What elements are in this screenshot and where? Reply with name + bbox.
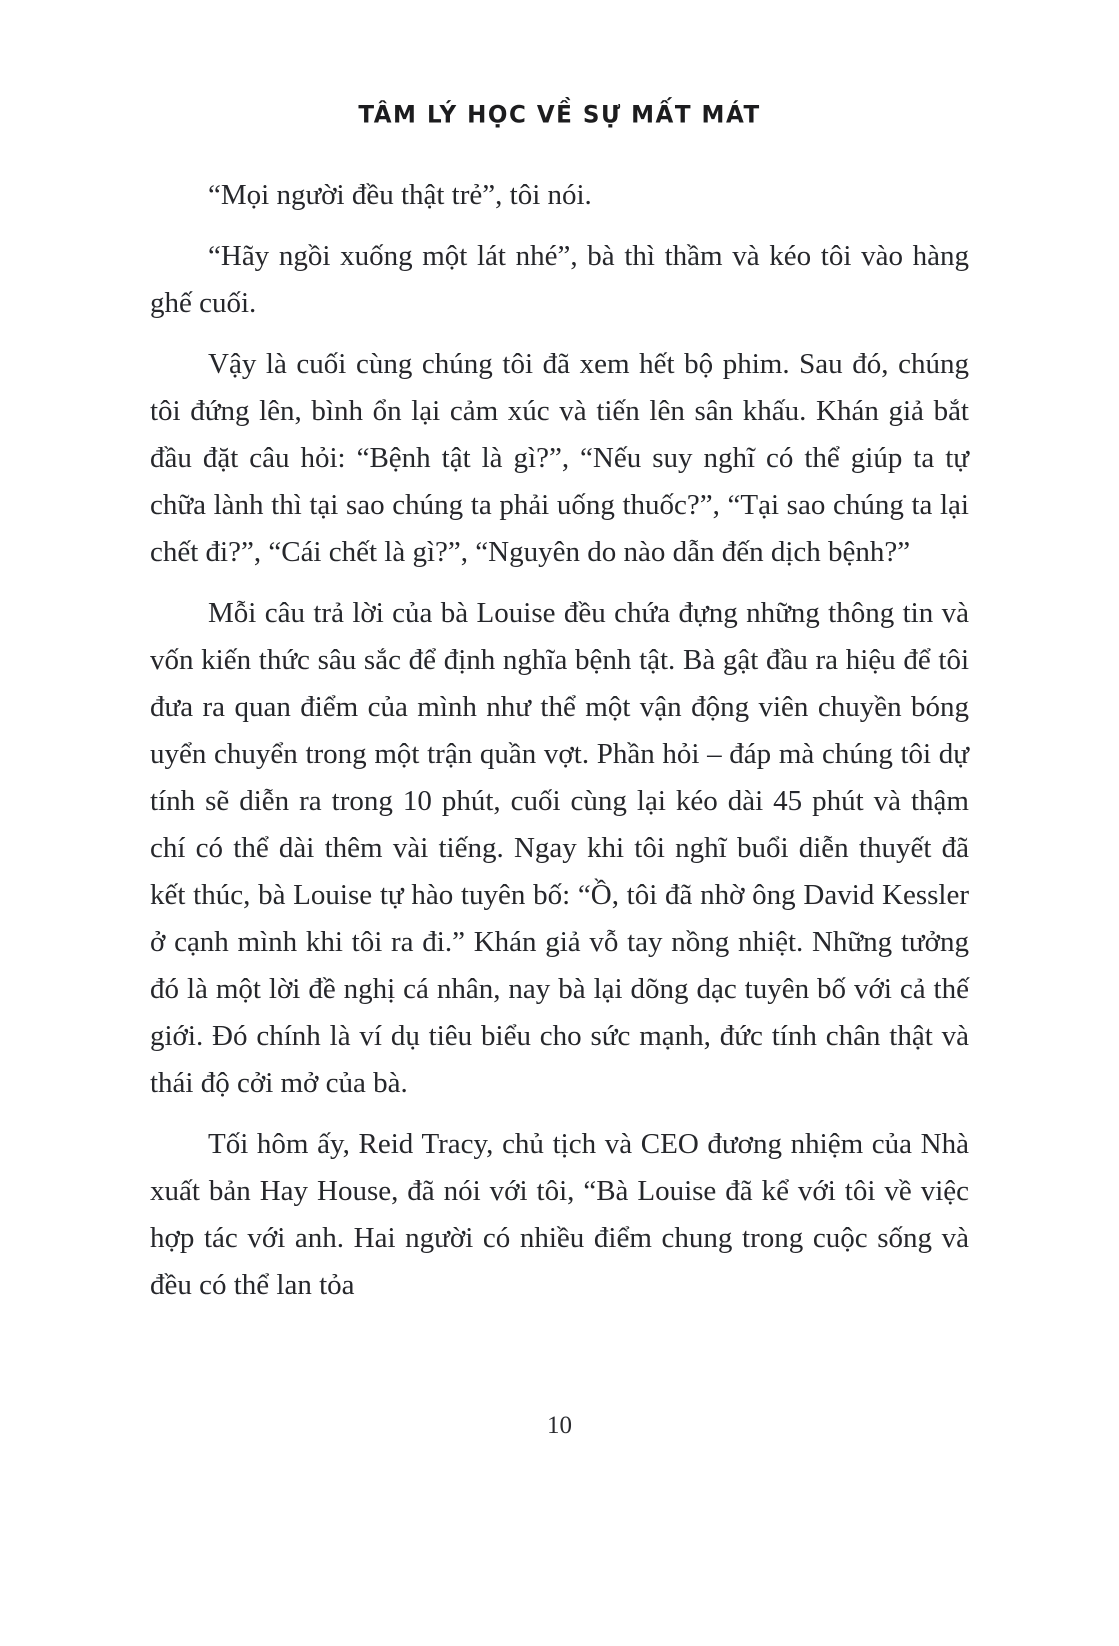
- paragraph-movie-questions: Vậy là cuối cùng chúng tôi đã xem hết bộ phim. Sau đó, chúng tôi đứng lên, bình ổn lại cảm xúc và tiến lên sân khấu. Khán giả bắt đầu đặt câu hỏi: “Bệnh tật là gì?”, “Nếu suy nghĩ có thể giúp ta tự chữa lành thì tại sao chúng ta phải uống thuốc?”, “Tại sao chúng ta lại chết đi?”, “Cái chết là gì?”, “Nguyên do nào dẫn đến dịch bệnh?”: [150, 348, 969, 568]
- paragraph-quote-2: “Hãy ngồi xuống một lát nhé”, bà thì thầm và kéo tôi vào hàng ghế cuối.: [150, 240, 969, 319]
- page-number: 10: [547, 1412, 572, 1439]
- page-body: [150, 172, 969, 1309]
- paragraph-reid-tracy: Tối hôm ấy, Reid Tracy, chủ tịch và CEO đương nhiệm của Nhà xuất bản Hay House, đã nói với tôi, “Bà Louise đã kể với tôi về việc hợp tác với anh. Hai người có nhiều điểm chung trong cuộc sống và đều có thể lan tỏa: [150, 1128, 969, 1301]
- running-header-title: TÂM LÝ HỌC VỀ SỰ MẤT MÁT: [358, 101, 761, 129]
- paragraph-quote-1: “Mọi người đều thật trẻ”, tôi nói.: [208, 179, 592, 211]
- paragraph-louise-answers: Mỗi câu trả lời của bà Louise đều chứa đựng những thông tin và vốn kiến thức sâu sắc để định nghĩa bệnh tật. Bà gật đầu ra hiệu để tôi đưa ra quan điểm của mình như thể một vận động viên chuyền bóng uyển chuyển trong một trận quần vợt. Phần hỏi – đáp mà chúng tôi dự tính sẽ diễn ra trong 10 phút, cuối cùng lại kéo dài 45 phút và thậm chí có thể dài thêm vài tiếng. Ngay khi tôi nghĩ buổi diễn thuyết đã kết thúc, bà Louise tự hào tuyên bố: “Ồ, tôi đã nhờ ông David Kessler ở cạnh mình khi tôi ra đi.” Khán giả vỗ tay nồng nhiệt. Những tưởng đó là một lời đề nghị cá nhân, nay bà lại dõng dạc tuyên bố với cả thế giới. Đó chính là ví dụ tiêu biểu cho sức mạnh, đức tính chân thật và thái độ cởi mở của bà.: [150, 597, 969, 1099]
